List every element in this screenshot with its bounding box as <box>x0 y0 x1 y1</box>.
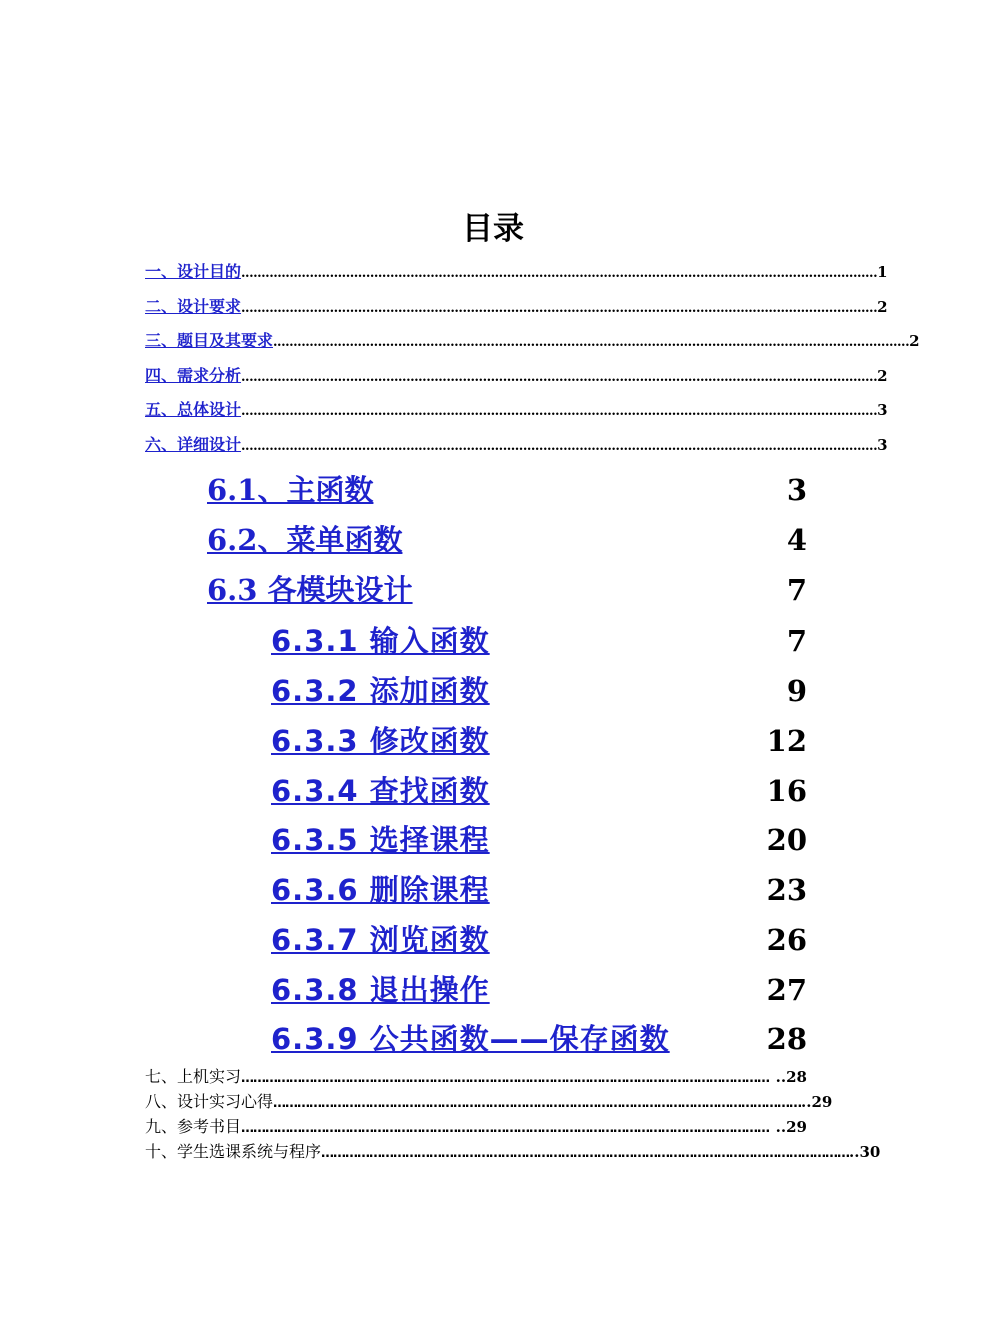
toc-page-number: 9 <box>786 674 807 708</box>
toc-entry[interactable] <box>145 328 920 350</box>
toc-entry[interactable] <box>271 719 807 763</box>
toc-page-number: ..29 <box>801 1093 833 1111</box>
toc-entry-label[interactable]: 6.3.3 修改函数 <box>271 724 490 758</box>
toc-entry[interactable] <box>145 259 888 281</box>
toc-page-number: 28 <box>766 1022 807 1056</box>
toc-page-number: 2 <box>877 367 888 385</box>
toc-entry[interactable] <box>145 363 888 385</box>
toc-entry-label[interactable]: 6.3.1 输入函数 <box>271 624 490 658</box>
toc-entry[interactable] <box>271 918 807 962</box>
toc-page-number: 7 <box>786 624 807 658</box>
toc-page-number: ..29 <box>775 1118 807 1136</box>
toc-entry[interactable] <box>271 769 807 813</box>
toc-page-number: ..30 <box>849 1143 881 1161</box>
toc-entry[interactable] <box>271 619 807 663</box>
toc-entry[interactable] <box>145 397 888 419</box>
toc-entry[interactable] <box>145 432 888 454</box>
toc-entry-label[interactable]: 二、设计要求 <box>145 297 242 316</box>
toc-leader-dots: …………………………………………………………………………………………………………………… <box>241 1121 770 1136</box>
toc-page-number: 12 <box>766 724 807 758</box>
toc-entry[interactable] <box>271 968 807 1012</box>
toc-entry-label[interactable]: 6.3.4 查找函数 <box>271 774 490 808</box>
toc-leader-dots: …………………………………………………………………………………………………………………… <box>321 1146 850 1161</box>
toc-leader-dots: …………………………………………………………………………………………………………………… <box>273 1096 802 1111</box>
toc-entry-label[interactable]: 六、详细设计 <box>145 435 242 454</box>
toc-leader-dots: .............................................................................................................................................................. <box>241 301 878 316</box>
toc-page-number: 2 <box>909 332 920 350</box>
toc-entry[interactable] <box>207 518 807 562</box>
toc-page-number: 20 <box>766 823 807 857</box>
toc-entry[interactable] <box>207 468 807 512</box>
toc-leader-dots: .............................................................................................................................................................. <box>241 370 878 385</box>
toc-entry <box>145 1139 881 1161</box>
toc-entry-label[interactable]: 6.3.2 添加函数 <box>271 674 490 708</box>
toc-entry <box>145 1089 833 1111</box>
toc-page-number: 3 <box>877 436 888 454</box>
toc-leader-dots: .............................................................................................................................................................. <box>241 439 878 454</box>
toc-page-number: 23 <box>766 873 807 907</box>
toc-entry-label: 八、设计实习心得 <box>145 1092 274 1111</box>
toc-page-number: ..28 <box>775 1068 807 1086</box>
toc-entry-label[interactable]: 6.3.5 选择课程 <box>271 823 490 857</box>
toc-leader-dots: .............................................................................................................................................................. <box>241 266 878 281</box>
toc-entry-label[interactable]: 6.3.8 退出操作 <box>271 973 490 1007</box>
toc-page-number: 2 <box>877 298 888 316</box>
toc-entry-label[interactable]: 6.3.7 浏览函数 <box>271 923 490 957</box>
toc-entry-label[interactable]: 五、总体设计 <box>145 400 242 419</box>
toc-entry-label: 九、参考书目 <box>145 1117 242 1136</box>
toc-entry-label[interactable]: 6.1、主函数 <box>207 473 374 507</box>
toc-entry <box>145 1064 807 1086</box>
toc-entry[interactable] <box>271 868 807 912</box>
toc-entry[interactable] <box>207 568 807 612</box>
toc-entry-label[interactable]: 6.3 各模块设计 <box>207 573 413 607</box>
toc-entry[interactable] <box>271 1017 807 1061</box>
toc-entry-label[interactable]: 四、需求分析 <box>145 366 242 385</box>
toc-page-number: 26 <box>766 923 807 957</box>
toc-entry-label[interactable]: 6.3.9 公共函数——保存函数 <box>271 1022 670 1056</box>
toc-leader-dots: .............................................................................................................................................................. <box>273 335 910 350</box>
toc-entry-label[interactable]: 6.3.6 删除课程 <box>271 873 490 907</box>
toc-page-number: 16 <box>766 774 807 808</box>
toc-entry <box>145 1114 807 1136</box>
toc-entry[interactable] <box>271 818 807 862</box>
toc-page-number: 7 <box>786 573 807 607</box>
toc-leader-dots: …………………………………………………………………………………………………………………… <box>241 1071 770 1086</box>
toc-entry[interactable] <box>145 294 888 316</box>
toc-entry[interactable] <box>271 669 807 713</box>
toc-page-number: 27 <box>766 973 807 1007</box>
toc-entry-label[interactable]: 一、设计目的 <box>145 262 242 281</box>
toc-page-number: 4 <box>786 523 807 557</box>
toc-leader-dots: .............................................................................................................................................................. <box>241 404 878 419</box>
toc-page-number: 1 <box>877 263 888 281</box>
toc-entry-label: 七、上机实习 <box>145 1067 242 1086</box>
toc-entry-label: 十、学生选课系统与程序 <box>145 1142 322 1161</box>
toc-page-number: 3 <box>786 473 807 507</box>
toc-page-number: 3 <box>877 401 888 419</box>
toc-title: 目录 <box>462 211 524 247</box>
toc-entry-label[interactable]: 三、题目及其要求 <box>145 331 274 350</box>
toc-entry-label[interactable]: 6.2、菜单函数 <box>207 523 403 557</box>
